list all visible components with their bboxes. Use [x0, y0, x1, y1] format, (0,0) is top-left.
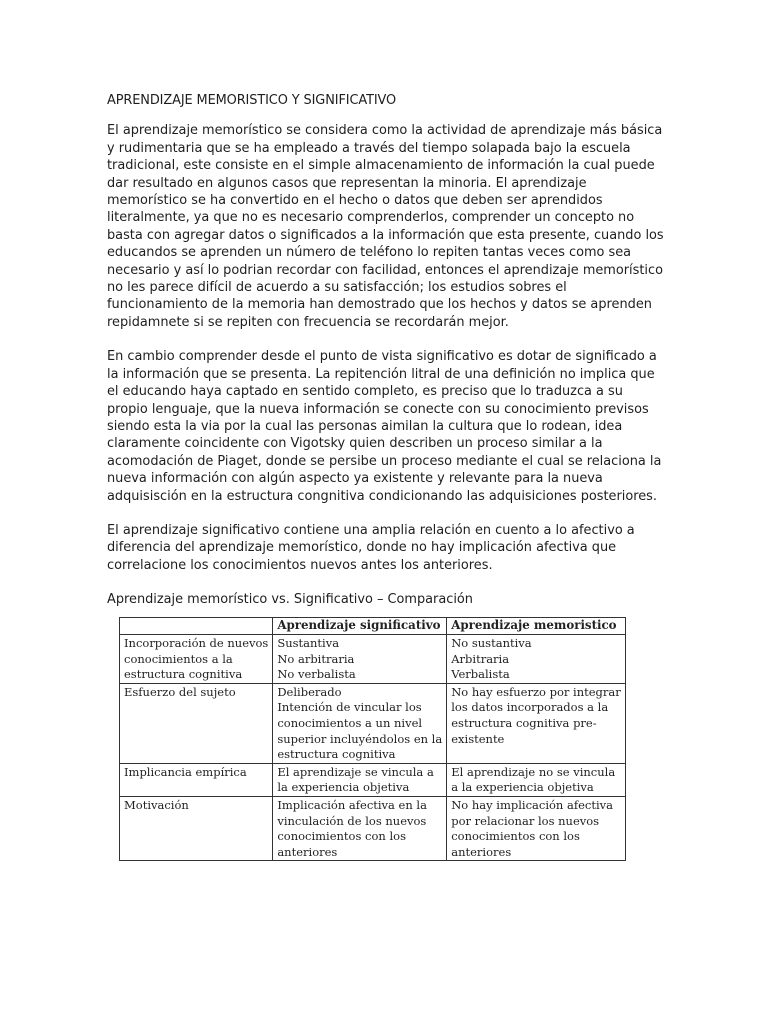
cell-line: Implicancia empírica — [124, 764, 247, 779]
table-header-cell — [120, 618, 273, 635]
cell-line: conocimientos a la — [124, 651, 233, 666]
cell-line: la experiencia objetiva — [277, 780, 410, 795]
cell-line: No verbalista — [277, 667, 356, 682]
document-title: APRENDIZAJE MEMORISTICO Y SIGNIFICATIVO — [107, 93, 397, 108]
table-body — [120, 635, 626, 861]
table-cell — [447, 635, 626, 684]
comparison-subtitle: Aprendizaje memorístico vs. Significativo – Comparación — [107, 592, 473, 608]
cell-line: estructura cognitiva pre- — [451, 715, 597, 730]
cell-line: conocimientos con los — [277, 829, 406, 844]
cell-line: No hay implicación afectiva — [451, 797, 614, 812]
paragraph-3: El aprendizaje significativo contiene una amplia relación en cuento a lo afectivo a diferencia del aprendizaje memorístico, donde no hay implicación afectiva que correlacione los conocimientos nuevos antes los anteriores. — [107, 522, 635, 573]
cell-line: existente — [451, 731, 505, 746]
cell-line: anteriores — [277, 844, 338, 859]
cell-line: conocimientos a un nivel — [277, 715, 423, 730]
cell-line: estructura cognitiva — [124, 667, 243, 682]
cell-line: Implicación afectiva en la — [277, 797, 427, 812]
cell-line: conocimientos con los — [451, 829, 580, 844]
cell-line: No sustantiva — [451, 636, 532, 650]
cell-line: superior incluyéndolos en la — [277, 731, 443, 746]
table-cell — [120, 683, 273, 763]
table-header-significativo: Aprendizaje significativo — [273, 618, 447, 635]
comparison-table — [119, 617, 626, 861]
cell-line: Incorporación de nuevos — [124, 636, 269, 650]
cell-line: No hay esfuerzo por integrar — [451, 684, 621, 699]
table-cell — [447, 796, 626, 860]
table-cell — [273, 635, 447, 684]
cell-line: Motivación — [124, 797, 189, 812]
table-cell — [273, 796, 447, 860]
table-row — [120, 683, 626, 763]
table-cell — [273, 683, 447, 763]
table-cell — [120, 763, 273, 796]
cell-line: Arbitraria — [451, 651, 510, 666]
cell-line: vinculación de los nuevos — [277, 813, 427, 828]
cell-line: a la experiencia objetiva — [451, 780, 594, 795]
cell-line: El aprendizaje no se vincula — [451, 764, 616, 779]
table-header-row — [120, 618, 626, 635]
cell-line: El aprendizaje se vincula a — [277, 764, 434, 779]
table-cell — [273, 763, 447, 796]
paragraph-2: En cambio comprender desde el punto de vista significativo es dotar de significado a la información que se presenta. La repitención litral de una definición no implica que el educando haya captado en sentido completo, es preciso que lo traduzca a su propio lenguaje, que la nueva información se conecte con su conocimiento previsos siendo esta la via por la cual las personas aimilan la cultura que lo rodean, idea claramente coincidente con Vigotsky quien describen un proceso similar a la acomodación de Piaget, donde se persibe un proceso mediante el cual se relaciona la nueva información con algún aspecto ya existente y relevante para la nueva adquisisción en la estructura congnitiva condicionando las adquisiciones posteriores. — [107, 349, 662, 504]
cell-line: estructura cognitiva — [277, 747, 396, 762]
cell-line: anteriores — [451, 844, 512, 859]
table-cell — [120, 796, 273, 860]
table-cell — [447, 683, 626, 763]
cell-line: Deliberado — [277, 684, 342, 699]
cell-line: Intención de vincular los — [277, 700, 422, 715]
cell-line: Sustantiva — [277, 636, 340, 650]
cell-line: No arbitraria — [277, 651, 355, 666]
table-row — [120, 763, 626, 796]
table-cell — [447, 763, 626, 796]
cell-line: Verbalista — [451, 667, 510, 682]
table-header-memoristico: Aprendizaje memoristico — [447, 618, 626, 635]
document-body — [107, 92, 667, 609]
table-cell — [120, 635, 273, 684]
cell-line: los datos incorporados a la — [451, 700, 609, 715]
table-row — [120, 796, 626, 860]
table-row — [120, 635, 626, 684]
paragraph-1: El aprendizaje memorístico se considera como la actividad de aprendizaje más básica y rudimentaria que se ha empleado a través del tiempo solapada bajo la escuela tradicional, este consiste en el simple almacenamiento de información la cual puede dar resultado en algunos casos que representan la minoria. El aprendizaje memorístico se ha convertido en el hecho o datos que deben ser aprendidos literalmente, ya que no es necesario comprenderlos, comprender un concepto no basta con agregar datos o significados a la información que esta presente, cuando los educandos se aprenden un número de teléfono lo repiten tantas veces como sea necesario y así lo podrian recordar con facilidad, entonces el aprendizaje memorístico no les parece difícil de acuerdo a su satisfacción; los estudios sobres el funcionamiento de la memoria han demostrado que los hechos y datos se aprenden repidamnete si se repiten con frecuencia se recordarán mejor. — [107, 123, 664, 330]
cell-line: Esfuerzo del sujeto — [124, 684, 236, 699]
cell-line: por relacionar los nuevos — [451, 813, 600, 828]
